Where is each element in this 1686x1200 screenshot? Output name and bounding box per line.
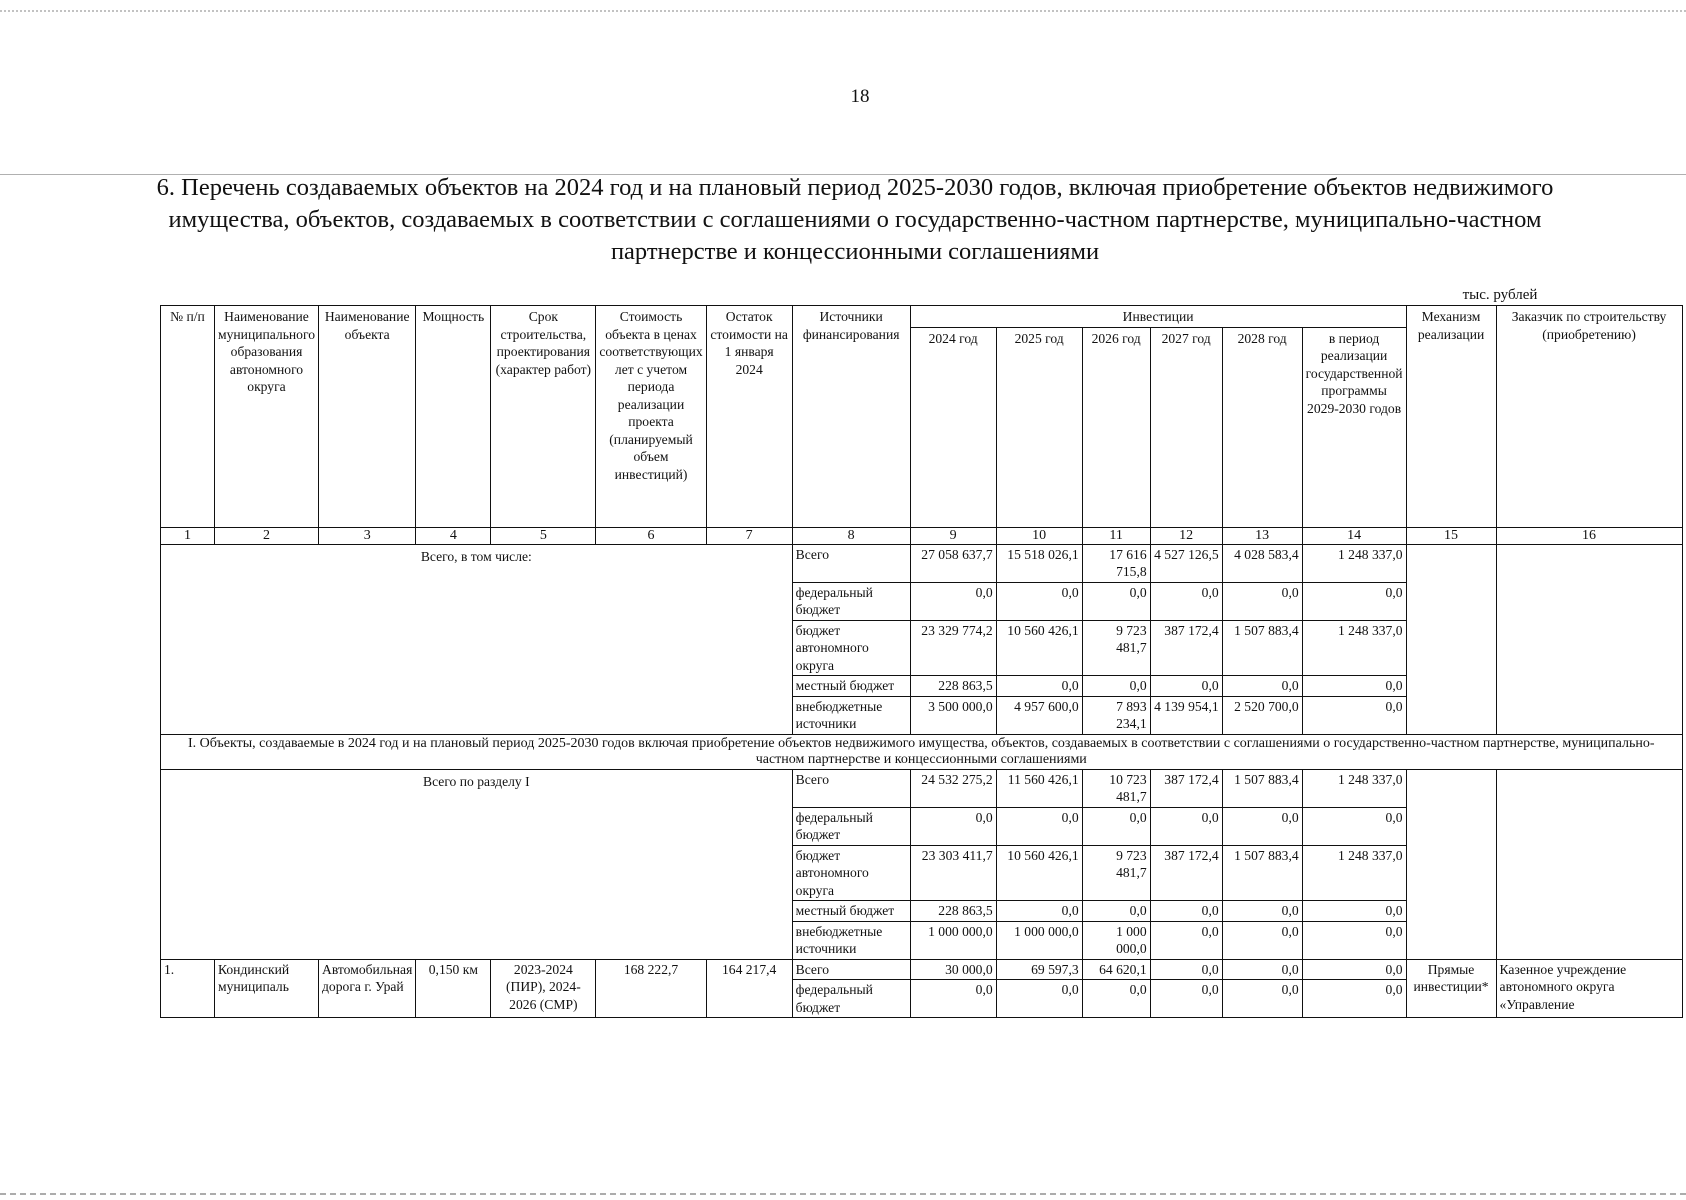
value-cell: 9 723 481,7 [1082,845,1150,901]
header-2025: 2025 год [996,327,1082,527]
value-cell: 228 863,5 [910,901,996,922]
header-municipality: Наименование муниципального образования автономного округа [215,306,319,528]
item-municipality: Кондинский муниципаль [215,959,319,1018]
value-cell: 387 172,4 [1150,769,1222,807]
column-number: 12 [1150,527,1222,544]
source-cell: местный бюджет [792,901,910,922]
document-title: 6. Перечень создаваемых объектов на 2024 год и на плановый период 2025-2030 годов, включая приобретение объектов недвижимого имущества, объектов, создаваемых в соответствии с соглашениями о государственно-частном партнерстве, муниципально-частном партнерстве и концессионными соглашениями [156,174,1554,265]
value-cell: 1 507 883,4 [1222,620,1302,676]
column-number: 11 [1082,527,1150,544]
source-cell: Всего [792,544,910,582]
header-2027: 2027 год [1150,327,1222,527]
header-2026: 2026 год [1082,327,1150,527]
units-label: тыс. рублей [1462,287,1538,303]
value-cell: 387 172,4 [1150,845,1222,901]
value-cell: 1 000 000,0 [996,921,1082,959]
total-label: Всего, в том числе: [161,544,793,734]
header-capacity: Мощность [416,306,491,528]
value-cell: 0,0 [996,901,1082,922]
item-period: 2023-2024 (ПИР), 2024-2026 (СМР) [491,959,596,1018]
page-number: 18 [850,86,870,107]
item-capacity: 0,150 км [416,959,491,1018]
header-object: Наименование объекта [319,306,416,528]
header-2028: 2028 год [1222,327,1302,527]
value-cell: 69 597,3 [996,959,1082,980]
source-cell: Всего [792,769,910,807]
value-cell: 1 248 337,0 [1302,845,1406,901]
item-cost: 168 222,7 [596,959,706,1018]
column-number: 1 [161,527,215,544]
value-cell: 0,0 [910,582,996,620]
source-cell: бюджет автономного округа [792,845,910,901]
item-row [161,959,1683,980]
item-object: Автомобильная дорога г. Урай [319,959,416,1018]
value-cell: 10 723 481,7 [1082,769,1150,807]
value-cell: 17 616 715,8 [1082,544,1150,582]
item-number: 1. [161,959,215,1018]
header-remaining: Остаток стоимости на 1 января 2024 [706,306,792,528]
header-row-1 [161,306,1683,328]
value-cell: 10 560 426,1 [996,620,1082,676]
value-cell: 0,0 [1302,807,1406,845]
value-cell: 3 500 000,0 [910,696,996,734]
total-row [161,544,1683,582]
section-total-label: Всего по разделу I [161,769,793,959]
value-cell: 0,0 [1302,980,1406,1018]
column-number-row [161,527,1683,544]
value-cell: 0,0 [1150,901,1222,922]
value-cell: 0,0 [1082,582,1150,620]
value-cell: 23 303 411,7 [910,845,996,901]
value-cell: 4 527 126,5 [1150,544,1222,582]
value-cell: 0,0 [1150,676,1222,697]
value-cell: 0,0 [1150,807,1222,845]
value-cell: 0,0 [1222,959,1302,980]
source-cell: внебюджетные источники [792,696,910,734]
value-cell: 0,0 [1302,582,1406,620]
value-cell: 9 723 481,7 [1082,620,1150,676]
value-cell: 0,0 [1302,901,1406,922]
empty-mechanism-cell [1406,769,1496,959]
value-cell: 0,0 [1222,921,1302,959]
value-cell: 228 863,5 [910,676,996,697]
value-cell: 0,0 [996,676,1082,697]
value-cell: 0,0 [1082,901,1150,922]
value-cell: 0,0 [1150,921,1222,959]
source-cell: бюджет автономного округа [792,620,910,676]
value-cell: 0,0 [1150,959,1222,980]
header-cost: Стоимость объекта в ценах соответствующих лет с учетом периода реализации проекта (планируемый объем инвестиций) [596,306,706,528]
value-cell: 1 000 000,0 [1082,921,1150,959]
value-cell: 7 893 234,1 [1082,696,1150,734]
value-cell: 0,0 [910,807,996,845]
value-cell: 0,0 [996,582,1082,620]
value-cell: 1 248 337,0 [1302,769,1406,807]
column-number: 4 [416,527,491,544]
source-cell: Всего [792,959,910,980]
value-cell: 11 560 426,1 [996,769,1082,807]
objects-table [160,305,1683,1018]
value-cell: 64 620,1 [1082,959,1150,980]
column-number: 8 [792,527,910,544]
value-cell: 1 248 337,0 [1302,620,1406,676]
value-cell: 15 518 026,1 [996,544,1082,582]
value-cell: 0,0 [1302,676,1406,697]
value-cell: 1 507 883,4 [1222,769,1302,807]
source-cell: федеральный бюджет [792,807,910,845]
value-cell: 0,0 [1222,807,1302,845]
scan-edge-top [0,10,1686,16]
header-customer: Заказчик по строительству (приобретению) [1496,306,1682,528]
column-number: 10 [996,527,1082,544]
value-cell: 0,0 [1082,980,1150,1018]
source-cell: внебюджетные источники [792,921,910,959]
column-number: 13 [1222,527,1302,544]
source-cell: федеральный бюджет [792,582,910,620]
scan-edge-bottom [0,1193,1686,1198]
empty-customer-cell [1496,769,1682,959]
column-number: 14 [1302,527,1406,544]
value-cell: 0,0 [1082,676,1150,697]
column-number: 6 [596,527,706,544]
value-cell: 4 957 600,0 [996,696,1082,734]
header-num: № п/п [161,306,215,528]
value-cell: 0,0 [1082,807,1150,845]
item-customer: Казенное учреждение автономного округа «Управление [1496,959,1682,1018]
value-cell: 387 172,4 [1150,620,1222,676]
column-number: 2 [215,527,319,544]
value-cell: 0,0 [996,980,1082,1018]
value-cell: 0,0 [1222,582,1302,620]
value-cell: 0,0 [1222,901,1302,922]
value-cell: 10 560 426,1 [996,845,1082,901]
header-mechanism: Механизм реализации [1406,306,1496,528]
section-title: I. Объекты, создаваемые в 2024 год и на плановый период 2025-2030 годов включая приобретение объектов недвижимого имущества, объектов, создаваемых в соответствии с соглашениями о государственно-частном партнерстве, муниципально-частном партнерстве и концессионными соглашениями [161,734,1683,769]
column-number: 16 [1496,527,1682,544]
column-number: 5 [491,527,596,544]
value-cell: 4 139 954,1 [1150,696,1222,734]
value-cell: 0,0 [1302,921,1406,959]
value-cell: 1 248 337,0 [1302,544,1406,582]
value-cell: 30 000,0 [910,959,996,980]
value-cell: 27 058 637,7 [910,544,996,582]
section-title-row [161,734,1683,769]
item-remaining: 164 217,4 [706,959,792,1018]
value-cell: 1 507 883,4 [1222,845,1302,901]
value-cell: 2 520 700,0 [1222,696,1302,734]
section-total-row [161,769,1683,807]
value-cell: 0,0 [1302,696,1406,734]
column-number: 15 [1406,527,1496,544]
value-cell: 4 028 583,4 [1222,544,1302,582]
value-cell: 0,0 [1150,582,1222,620]
item-mechanism: Прямые инвестиции* [1406,959,1496,1018]
objects-table-wrap [160,305,1683,1018]
header-sources: Источники финансирования [792,306,910,528]
value-cell: 0,0 [1222,676,1302,697]
column-number: 7 [706,527,792,544]
column-number: 9 [910,527,996,544]
value-cell: 0,0 [1302,959,1406,980]
value-cell: 0,0 [996,807,1082,845]
header-2029-2030: в период реализации государственной программы 2029-2030 годов [1302,327,1406,527]
value-cell: 0,0 [910,980,996,1018]
value-cell: 1 000 000,0 [910,921,996,959]
column-number: 3 [319,527,416,544]
source-cell: местный бюджет [792,676,910,697]
header-investments: Инвестиции [910,306,1406,328]
empty-mechanism-cell [1406,544,1496,734]
value-cell: 0,0 [1222,980,1302,1018]
source-cell: федеральный бюджет [792,980,910,1018]
empty-customer-cell [1496,544,1682,734]
value-cell: 0,0 [1150,980,1222,1018]
header-2024: 2024 год [910,327,996,527]
value-cell: 24 532 275,2 [910,769,996,807]
header-period: Срок строительства, проектирования (характер работ) [491,306,596,528]
value-cell: 23 329 774,2 [910,620,996,676]
